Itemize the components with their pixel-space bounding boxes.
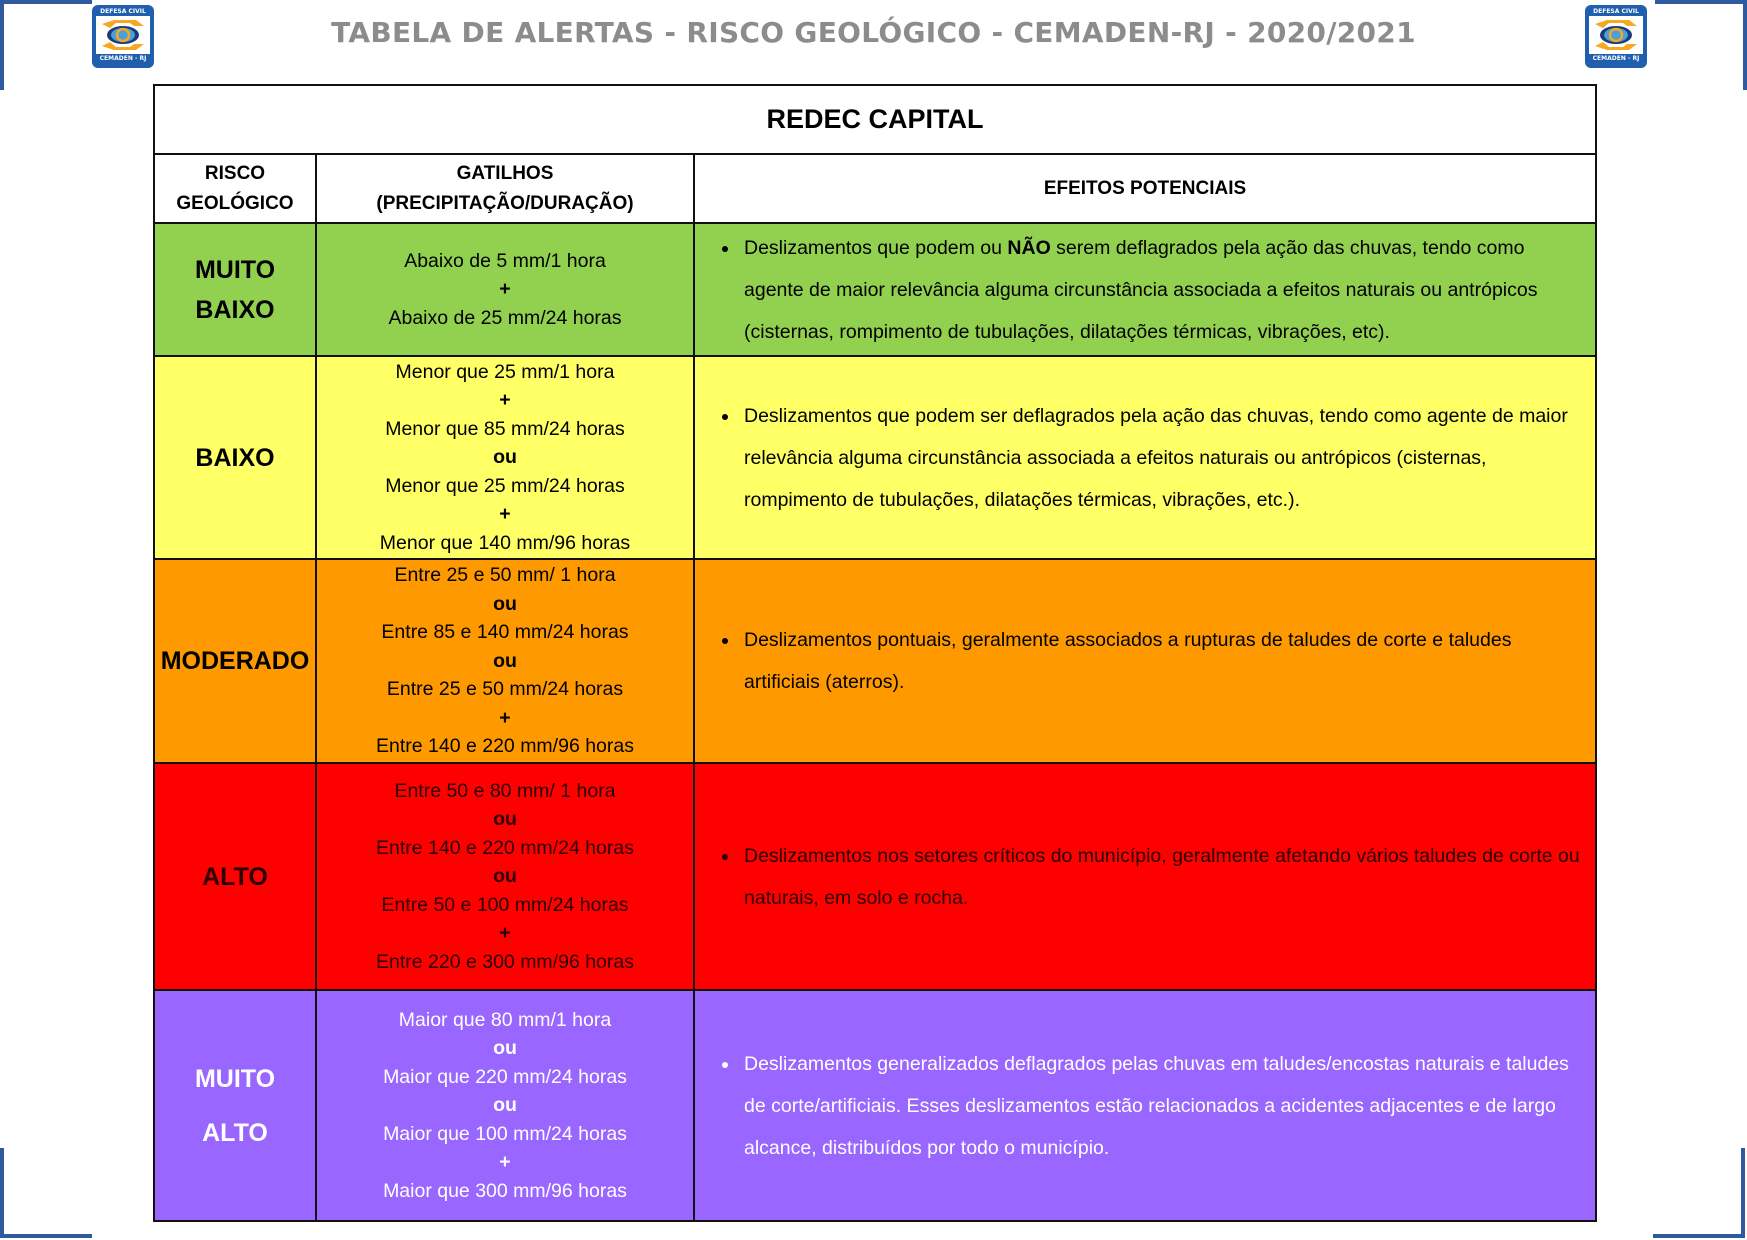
effects-cell <box>694 990 1596 1221</box>
risk-level-cell <box>154 763 316 990</box>
effect-bullet <box>740 227 1585 353</box>
trigger-operator: + <box>499 706 511 729</box>
header-line: GATILHOS <box>456 162 554 184</box>
table-title-row <box>154 85 1596 154</box>
triggers-cell <box>316 763 694 990</box>
effect-emphasis: NÃO <box>1007 236 1051 259</box>
trigger-condition: Menor que 140 mm/96 horas <box>379 531 631 554</box>
logo-bottom-text: CEMADEN - RJ <box>1592 55 1640 62</box>
trigger-condition: Maior que 300 mm/96 horas <box>383 1179 627 1202</box>
effect-text: serem deflagrados pela ação das chuvas, tendo como agente de maior relevância alguma circunstância associada a efeitos naturais ou antrópicos (cisternas, rompimento de tubulações, dilatações térmicas, vibrações, etc). <box>744 236 1538 343</box>
effect-text: Deslizamentos que podem ser deflagrados pela ação das chuvas, tendo como agente de maior relevância alguma circunstância associada a efeitos naturais ou antrópicos (cisternas, rompimento de tubulações, dilatações térmicas, vibrações, etc.). <box>744 404 1568 511</box>
risk-level-label: MUITO <box>194 255 276 284</box>
trigger-condition: Menor que 85 mm/24 horas <box>385 417 625 440</box>
trigger-condition: Abaixo de 25 mm/24 horas <box>388 306 622 329</box>
triggers-cell <box>316 990 694 1221</box>
risk-level-label: ALTO <box>202 1118 268 1147</box>
trigger-operator: + <box>499 1151 511 1174</box>
trigger-operator: ou <box>493 446 517 469</box>
header-efeitos-potenciais: EFEITOS POTENCIAIS <box>694 154 1596 223</box>
header-line: (PRECIPITAÇÃO/DURAÇÃO) <box>376 192 634 214</box>
trigger-condition: Entre 140 e 220 mm/96 horas <box>376 735 634 758</box>
triggers-cell <box>316 223 694 356</box>
trigger-condition: Maior que 100 mm/24 horas <box>383 1122 627 1145</box>
trigger-condition: Menor que 25 mm/24 horas <box>385 474 625 497</box>
trigger-condition: Entre 140 e 220 mm/24 horas <box>376 836 634 859</box>
effects-cell <box>694 356 1596 559</box>
risk-level-cell <box>154 223 316 356</box>
header-gatilhos <box>316 154 694 223</box>
trigger-condition: Entre 25 e 50 mm/ 1 hora <box>394 564 616 587</box>
trigger-condition: Entre 220 e 300 mm/96 horas <box>376 950 634 973</box>
effect-text: Deslizamentos que podem ou <box>744 236 1008 259</box>
header-line: RISCO <box>204 162 266 184</box>
table-header-row <box>154 154 1596 223</box>
effect-text: Deslizamentos nos setores críticos do município, geralmente afetando vários taludes de corte ou naturais, em solo e rocha. <box>744 844 1580 909</box>
trigger-condition: Maior que 220 mm/24 horas <box>383 1065 627 1088</box>
effects-cell <box>694 763 1596 990</box>
risk-level-label: BAIXO <box>195 295 275 324</box>
trigger-condition: Entre 50 e 80 mm/ 1 hora <box>394 779 616 802</box>
logo-bottom-text: CEMADEN - RJ <box>99 55 147 62</box>
effect-bullet <box>740 395 1585 521</box>
effect-text: Deslizamentos pontuais, geralmente associados a rupturas de taludes de corte e taludes artificiais (aterros). <box>744 629 1512 693</box>
trigger-condition: Entre 50 e 100 mm/24 horas <box>381 893 629 916</box>
trigger-condition: Maior que 80 mm/1 hora <box>398 1008 612 1031</box>
header-risco-geologico <box>154 154 316 223</box>
table-row <box>154 990 1596 1221</box>
effect-bullet <box>740 835 1585 919</box>
risk-level-cell <box>154 356 316 559</box>
risk-level-label: MODERADO <box>160 647 310 675</box>
risk-level-label: BAIXO <box>195 443 275 472</box>
risk-level-cell <box>154 559 316 763</box>
trigger-condition: Abaixo de 5 mm/1 hora <box>404 249 606 272</box>
risk-level-label: MUITO <box>194 1064 276 1093</box>
trigger-operator: ou <box>493 865 517 888</box>
triggers-cell <box>316 356 694 559</box>
header-line: GEOLÓGICO <box>176 192 294 214</box>
effects-cell <box>694 559 1596 763</box>
risk-level-cell <box>154 990 316 1221</box>
page-title: TABELA DE ALERTAS - RISCO GEOLÓGICO - CEMADEN-RJ - 2020/2021 <box>331 16 1416 49</box>
trigger-condition: Menor que 25 mm/1 hora <box>395 360 615 383</box>
effect-bullet <box>740 1043 1585 1169</box>
triggers-cell <box>316 559 694 763</box>
table-row <box>154 223 1596 356</box>
table-row <box>154 356 1596 559</box>
effect-text: Deslizamentos generalizados deflagrados pelas chuvas em taludes/encostas naturais e taludes de corte/artificiais. Esses deslizamentos estão relacionados a acidentes adjacentes e de largo alcance, distribuídos por todo o município. <box>744 1052 1569 1159</box>
table-title: REDEC CAPITAL <box>154 85 1596 154</box>
frame-corner-bottom-left <box>0 1148 92 1238</box>
trigger-condition: Entre 25 e 50 mm/24 horas <box>386 678 624 701</box>
effects-cell <box>694 223 1596 356</box>
table-row <box>154 559 1596 763</box>
trigger-operator: + <box>499 389 511 412</box>
trigger-condition: Entre 85 e 140 mm/24 horas <box>381 621 629 644</box>
trigger-operator: ou <box>493 592 517 615</box>
trigger-operator: ou <box>493 808 517 831</box>
trigger-operator: + <box>499 503 511 526</box>
logo-top-text: DEFESA CIVIL <box>100 8 146 15</box>
frame-corner-bottom-right <box>1653 1148 1745 1238</box>
effect-bullet <box>740 619 1585 703</box>
logo-top-text: DEFESA CIVIL <box>1593 8 1639 15</box>
trigger-operator: + <box>499 278 511 301</box>
trigger-operator: ou <box>493 1037 517 1060</box>
risk-level-label: ALTO <box>202 862 268 891</box>
alerts-table <box>153 84 1597 1222</box>
table-row <box>154 763 1596 990</box>
trigger-operator: ou <box>493 1094 517 1117</box>
trigger-operator: ou <box>493 649 517 672</box>
trigger-operator: + <box>499 922 511 945</box>
